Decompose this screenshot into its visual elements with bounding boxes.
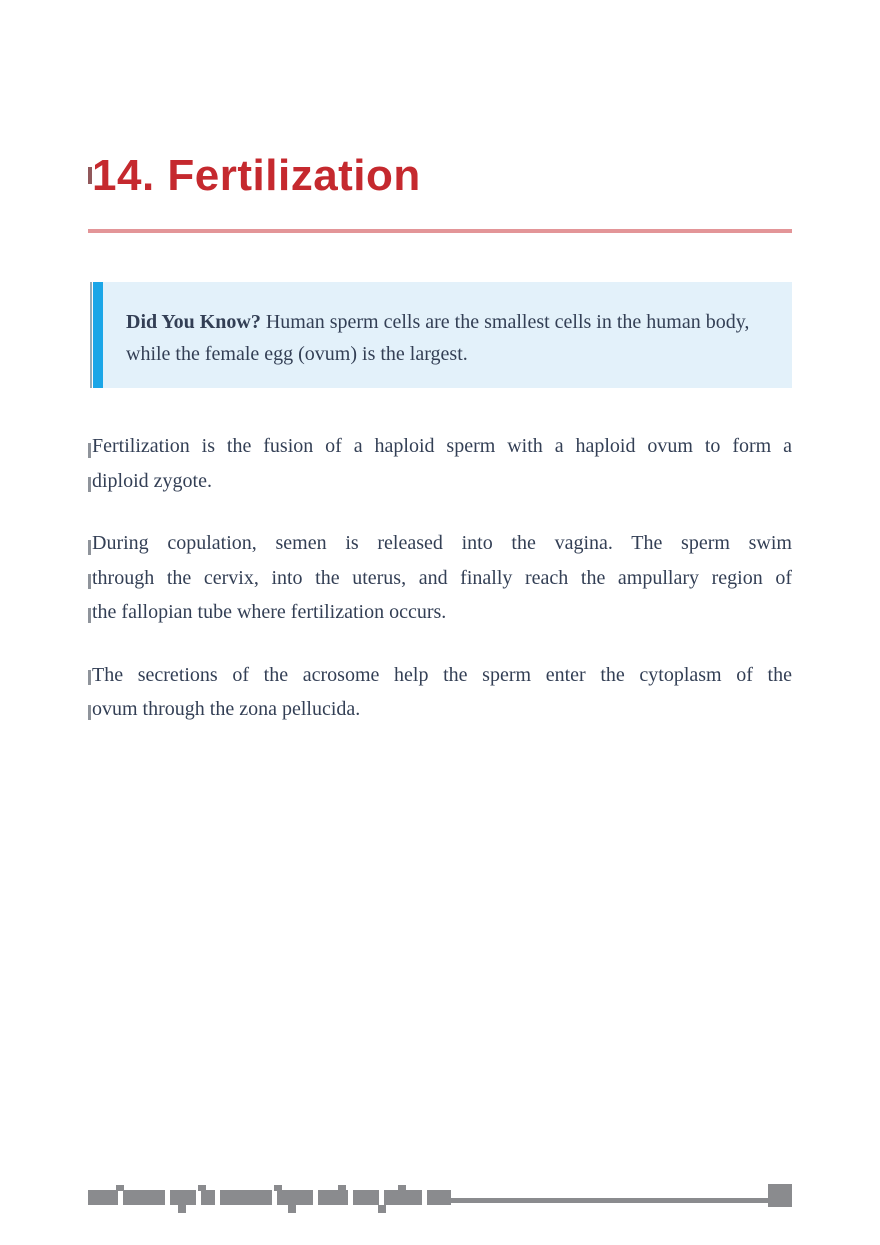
callout-label: Did You Know?	[126, 311, 261, 333]
paragraph-fertilization-definition	[92, 429, 792, 498]
paragraph-line: the fallopian tube where fertilization occurs.	[92, 601, 447, 623]
body-text	[92, 429, 792, 755]
callout-accent-bar	[93, 282, 103, 388]
clipped-glyph-artifact	[88, 670, 91, 685]
footer-page-number-box	[768, 1184, 792, 1207]
callout-text-line1-rest: Human sperm cells are the smallest cells in the human body,	[260, 311, 750, 333]
title-divider	[88, 229, 792, 233]
paragraph-copulation	[92, 526, 792, 630]
clipped-glyph-artifact	[88, 443, 91, 458]
paragraph-line: During copulation, semen is released into the vagina. The sperm swim	[92, 532, 792, 554]
clipped-glyph-artifact	[88, 477, 91, 492]
footer-rule	[451, 1198, 768, 1203]
clipped-glyph-artifact	[90, 282, 92, 388]
callout-text-line1	[126, 306, 792, 338]
page	[88, 88, 792, 1160]
paragraph-line: diploid zygote.	[92, 469, 212, 492]
clipped-glyph-artifact	[88, 574, 91, 589]
callout-text-line2: while the female egg (ovum) is the largest.	[126, 343, 468, 365]
paragraph-acrosome	[92, 658, 792, 727]
paragraph-line: The secretions of the acrosome help the sperm enter the cytoplasm of the	[92, 663, 792, 686]
did-you-know-callout	[93, 282, 792, 388]
clipped-glyph-artifact	[88, 540, 91, 555]
paragraph-line: Fertilization is the fusion of a haploid sperm with a haploid ovum to form a	[92, 435, 792, 457]
paragraph-line: through the cervix, into the uterus, and finally reach the ampullary region of	[92, 566, 792, 589]
paragraph-line: ovum through the zona pellucida.	[92, 698, 361, 720]
callout-body	[103, 282, 792, 388]
clipped-glyph-artifact	[88, 608, 91, 623]
page-footer	[88, 1183, 792, 1213]
chapter-title: 14. Fertilization	[92, 151, 421, 200]
clipped-glyph-artifact	[88, 705, 91, 720]
